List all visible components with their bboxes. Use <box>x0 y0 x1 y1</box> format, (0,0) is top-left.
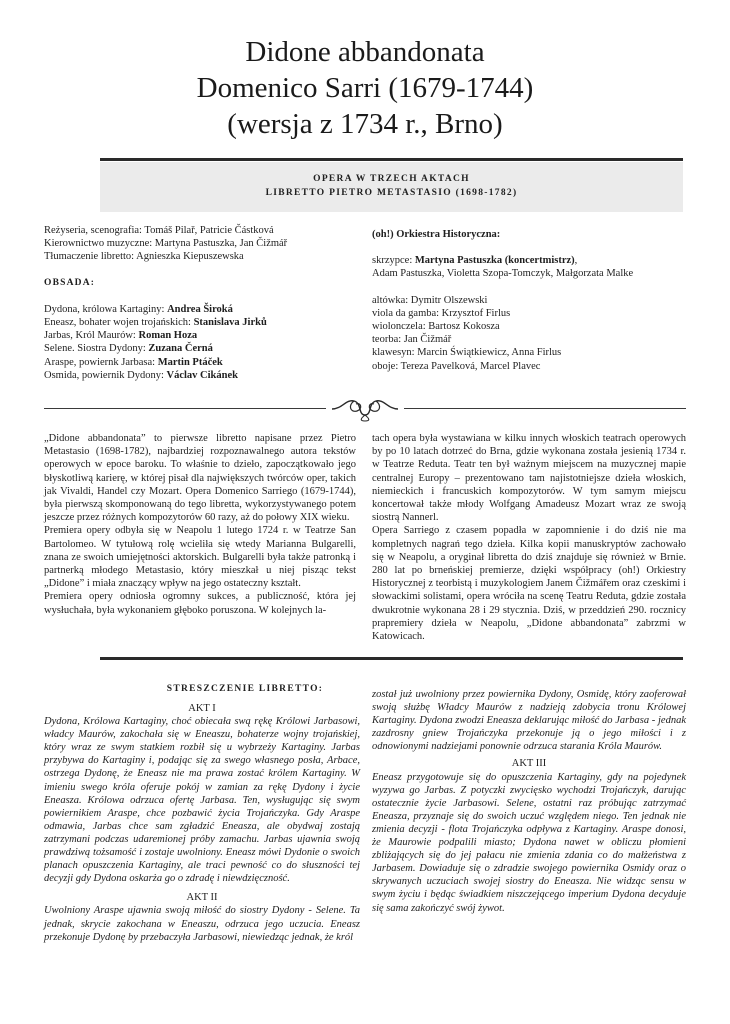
title-line-2: Domenico Sarri (1679-1744) <box>196 72 534 104</box>
orchestra-member: altówka: Dymitr Olszewski <box>372 294 488 306</box>
summary-title: STRESZCZENIE LIBRETTO: <box>166 684 324 694</box>
band-line-2: LIBRETTO PIETRO METASTASIO (1698-1782) <box>265 188 518 198</box>
translation-credit: Tłumaczenie libretto: Agnieszka Kiepuszewska <box>44 251 244 263</box>
orchestra-member: wiolonczela: Bartosz Kokosza <box>372 321 500 333</box>
orchestra-member: klawesyn: Marcin Świątkiewicz, Anna Firlus <box>372 347 562 359</box>
violins-lead: skrzypce: Martyna Pastuszka (koncertmistrz), <box>372 255 578 267</box>
credits-column <box>44 224 344 382</box>
violins-rest: Adam Pastuszka, Violetta Szopa-Tomczyk, Małgorzata Malke <box>372 268 634 280</box>
act-1-text: Dydona, Królowa Kartaginy, choć obiecała swą rękę Królowi Jarbasowi, władcy Maurów, zakochała się w Eneaszu, bohaterze wojny trojańskiej, który wraz ze swym statkiem rozbił się u wybrzeży Kartaginy. Jarbas przybywa do Kartaginy i, podając się za swego własnego posła, Arbace, ostrzega Dydonę, że Eneasz nie ma prawa zostać królem Kartaginy. W imieniu swego króla oferuje pokój w zamian za rękę Dydony i życie Eneasza. Królowa odrzuca ofertę Jarbasa. Ten, wysługując się swym powiernikiem Araspe, chce pozbawić życia Trojańczyka. Gdy Araspe odmawia, Jarbas chce sam zgładzić Eneasza, ale obydwaj zostają zatrzymani podczas udaremionej próby zamachu. Jarbas ujawnia swoją prawdziwą tożsamość i zostaje uwolniony. Eneasz mówi Dydonie o swoich planach opuszczenia Kartaginy, ale traci pewność co do słuszności tej decyzji gdy Dydona oskarża go o zdradę i niewdzięczność. <box>44 716 360 885</box>
act-3-text: Eneasz przygotowuje się do opuszczenia Kartaginy, gdy na pojedynek wyzywa go Jarbas. Z potyczki zwycięsko wychodzi Trojańczyk, darując ostatecznie życie Jarbasowi. Selene, ostatni raz próbując zatrzymać Eneasza, przyznaje się do swoich uczuć względem niego. Ten jednak nie zmienia decyzji - flota Trojańczyka odpływa z Kartaginy. Araspe donosi, że Maurowie podpalili miasto; Dydona nawet w obliczu płomieni zbliżających się do jej pałacu nie zmienia zdania co do małżeństwa z Jarbasem. Dowiaduje się o zdradzie swojego powiernika Osmidy oraz o skrywanych uczuciach swojej siostry do Eneasza. Nie widząc sensu w swym życiu i będąc świadkiem niszczejącego imperium Dydona decyduje się sama zakończyć swój żywot. <box>372 771 686 914</box>
act-1-heading: AKT I <box>188 703 216 714</box>
cast-entry: Dydona, królowa Kartaginy: Andrea Široká <box>44 303 233 315</box>
act-3-heading: AKT III <box>511 758 547 770</box>
cast-entry: Jarbas, Król Maurów: Roman Hoza <box>44 330 198 342</box>
subtitle-band <box>100 162 683 212</box>
summary-rule <box>100 657 683 660</box>
summary-left-column <box>44 702 360 944</box>
direction-credit: Reżyseria, scenografia: Tomáš Pilař, Patricie Částková <box>44 225 274 236</box>
cast-entry: Selene. Siostra Dydony: Zuzana Černá <box>44 343 213 355</box>
band-line-1: OPERA W TRZECH AKTACH <box>313 174 470 184</box>
act-2-text: Uwolniony Araspe ujawnia swoją miłość do siostry Dydony - Selene. Ta jednak, skrycie zakochana w Eneaszu, odrzuca jego uczucia. Eneasz przekonuje Dydonę by przebaczyła Jarbasowi, niewiedząc jednak, że król <box>44 905 360 943</box>
intro-paragraph: Opera Sarriego z czasem popadła w zapomnienie i do dziś nie ma kompletnych nagrań tego dzieła. Kilka kopii manuskryptów zachowało się w Neapolu, a oryginał libretta do dziś znajduje się również w Brnie. 280 lat po brneńskiej premierze, dzięki współpracy (oh!) Orkiestry Historycznej z teorbistą i muzykologiem Janem Čižmářem oraz czeskimi i słowackimi solistami, opera wróciła na scenę Teatru Reduta, gdzie została dwukrotnie wykonana 28 i 29 stycznia. Dziś, w przeddzień 290. rocznicy prapremiery dzieła w Neapolu, „Didone abbandonata” zabrzmi w Katowicach. <box>372 525 686 643</box>
orchestra-title: (oh!) Orkiestra Historyczna: <box>372 229 501 240</box>
orchestra-member: teorba: Jan Čižmář <box>372 334 452 346</box>
top-rule <box>100 158 683 161</box>
page-title <box>0 34 730 142</box>
title-line-1: Didone abbandonata <box>245 36 485 68</box>
cast-label: OBSADA: <box>44 277 96 288</box>
cast-entry: Araspe, powiernk Jarbasa: Martin Ptáček <box>44 356 223 368</box>
act-2-heading: AKT II <box>186 892 218 904</box>
intro-right-column <box>372 432 686 643</box>
title-line-3: (wersja z 1734 r., Brno) <box>227 108 503 140</box>
cast-entry: Osmida, powiernik Dydony: Václav Cikánek <box>44 369 238 381</box>
flourish-ornament-icon <box>330 393 400 423</box>
divider-right <box>404 408 686 409</box>
music-direction-credit: Kierownictwo muzyczne: Martyna Pastuszka, Jan Čižmář <box>44 238 288 250</box>
intro-paragraph: „Didone abbandonata” to pierwsze libretto napisane przez Pietro Metastasio (1698-1782), najbardziej rozpoznawalnego autora tekstów operowych w epoce baroku. To właśnie to dzieło, zapoczątkowało jego błyskotliwą karierę, w której pisał dla największych twórców oper, takich jak Vivaldi, Handel czy Mozart. Opera Domenico Sarriego (1679-1744), była pierwszą skomponowaną do tego libretta, wykorzystywanego potem jeszcze przez różnych kompozytorów 60 razy, aż do połowy XIX wieku. <box>44 433 356 524</box>
intro-paragraph: tach opera była wystawiana w kilku innych włoskich teatrach operowych by po 10 latach dotrzeć do Brna, gdzie wykonana została jesienią 1734 r. w Teatrze Reduta. Teatr ten był ważnym miejscem na muzycznej mapie centralnej Europy – prezentowano tam najistotniejsze dzieła włoskich, niemieckich i francuskich kompozytorów. W tym samym miejscu koncertował także młody Wolfgang Amadeusz Mozart wraz ze swoją siostrą Nannerl. <box>372 433 686 524</box>
intro-paragraph: Premiera opery odbyła się w Neapolu 1 lutego 1724 r. w Teatrze San Bartolomeo. W tytułową rolę wcieliła się wtedy Marianna Bulgarelli, znana ze swoich umiejętności aktorskich. Bulgarelli była także patronką i partnerką młodego Metastasio, który mieszkał u niej pisząc tekst „Didone” i miała znaczący wpływ na jego ostateczny kształt. <box>44 525 356 590</box>
intro-paragraph: Premiera opery odniosła ogromny sukces, a publiczność, która jej wysłuchała, była wykonaniem głęboko poruszona. W kolejnych la- <box>44 591 356 616</box>
cast-entry: Eneasz, bohater wojen trojańskich: Stanislava Jirků <box>44 317 267 329</box>
intro-left-column <box>44 432 356 617</box>
orchestra-member: oboje: Tereza Pavelková, Marcel Plavec <box>372 360 541 372</box>
orchestra-member: viola da gamba: Krzysztof Firlus <box>372 307 511 319</box>
act-2-text-continued: został już uwolniony przez powiernika Dydony, Osmidę, który zaoferował swoją służbę Władcy Maurów z nadzieją zdobycia tronu Królowej Kartaginy. Dydona zwodzi Eneasza deklarując miłość do Jarbasa - jednak zazdrosny gniew Trojańczyka przekonuje ją o jego miłości i z odnowionymi nadziejami ponownie odrzuca starania Króla Maurów. <box>372 689 686 753</box>
divider-left <box>44 408 326 409</box>
summary-right-column <box>372 688 686 915</box>
orchestra-column <box>372 228 692 373</box>
